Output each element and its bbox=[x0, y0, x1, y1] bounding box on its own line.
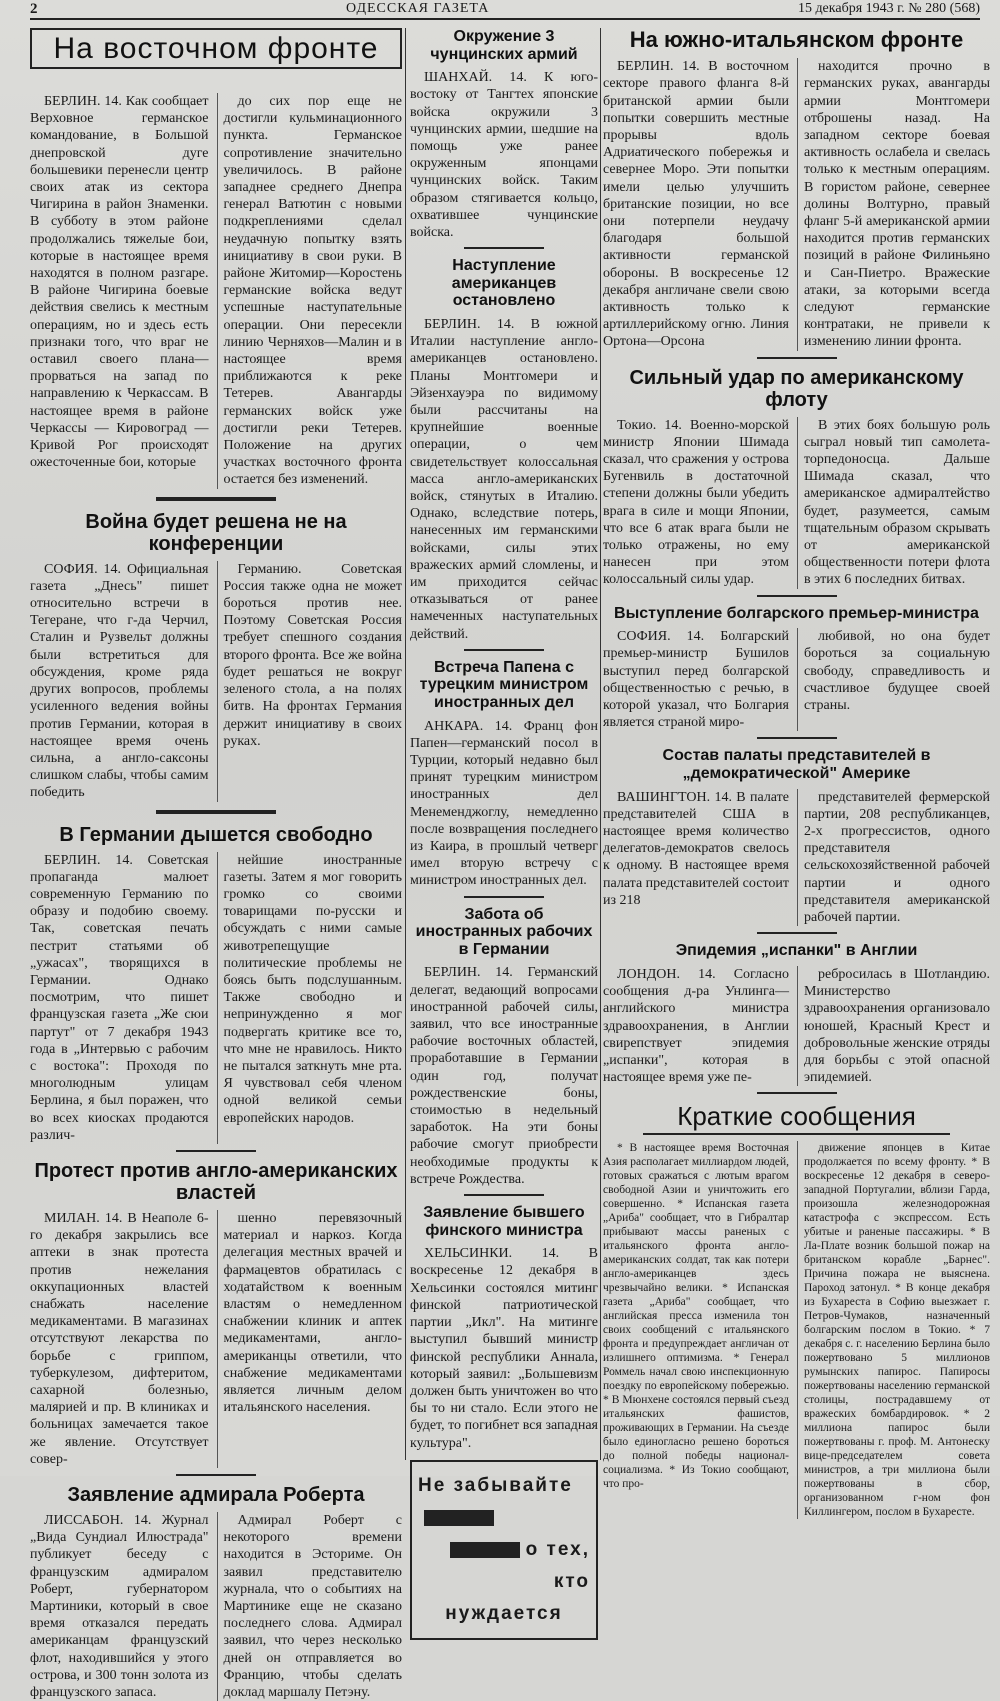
article-headline: Состав палаты представителей в „демократической" Америке bbox=[662, 747, 931, 783]
article-brief-news bbox=[603, 1102, 990, 1519]
article-house-of-reps bbox=[603, 747, 990, 926]
issue-date: 15 декабря 1943 г. № 280 (568) bbox=[797, 1, 980, 16]
notice-line: о тех, кто bbox=[525, 1538, 590, 1592]
newspaper-title: ОДЕССКАЯ ГАЗЕТА bbox=[346, 1, 490, 16]
article-text: * В настоящее время Восточная Азия располагает миллиардом людей, готовых сражаться с лютым врагом свободной Азии и уничтожить его совершенно. * Испанская газета „Ариба" сообщает, что в Гибралтар прибывают массы раненых с итальянского фронта англо-американских солдат, так как потери англо-американцев здесь чрезвычайно велики. * Испанская газета „Ариба" сообщает, что английская пресса изменила тон своих сообщений с итальянского фронта и предупреждает англичан от излишнего оптимизма. * Генерал Роммель начал свою инспекционную поездку по европейскому побережью. * В Мюнхене состоялся первый съезд итальянских фашистов, проживающих в Германии. На съезде было единогласно решено бороться до полной победы национал-социализма. * Из Токио сообщают, что про- bbox=[603, 1141, 789, 1490]
article-text: представителей фермерской партии, 208 республиканцев, 2-х прогрессистов, одного представителя сельскохозяйственной рабочей партии и одного представителя американской рабочей партии. bbox=[804, 789, 990, 926]
article-text: движение японцев в Китае продолжается по всему фронту. * В воскресенье 12 декабря в северо-западной Португалии, вблизи Гарда, произошла железнодорожная катастрофа с экспрессом. Есть убитые и раненые пассажиры. * В Ла-Плате возник большой пожар на британском корабле „Барнес". Причина пожара не выяснена. Пароход затонул. * В конце декабря из Бухареста в Софию выезжает г. Петров-Чумаков, назначенный болгарским послом в Токио. * 7 декабря с. г. населению Берлина было пожертвовано 5 миллионов румынских папирос. Папиросы пожертвованы населению германской столицы, пострадавшему от вражеских бомбардировок. * 2 миллиона папирос были пожертвованы г. проф. М. Антонеску вице-председателем совета министров, а три миллиона были пожертвованы в сбор, организованном г-ном фон Киллингером, послом в Бухаресте. bbox=[804, 1141, 990, 1518]
article-headline: Заявление адмирала Роберта bbox=[67, 1484, 365, 1507]
masthead bbox=[30, 0, 980, 20]
charity-notice bbox=[410, 1460, 598, 1640]
article-us-fleet bbox=[603, 367, 990, 589]
page-number: 2 bbox=[30, 0, 38, 17]
separator-rule bbox=[176, 1150, 256, 1152]
article-headline: На восточном фронте bbox=[30, 28, 402, 69]
article-headline: В Германии дышется свободно bbox=[59, 823, 373, 846]
separator-rule bbox=[156, 810, 276, 814]
article-text: СОФИЯ. 14. Болгарский премьер-министр Бушилов выступил перед болгарской общественностью с речью, в которой указал, что Болгария является страной миро- bbox=[603, 629, 789, 731]
article-text: БЕРЛИН. 14. Советская пропаганда малюет современную Германию по образу и подобию своему. Так, советская печать пестрит статьями об „ужасах", творящихся в Германии. Однако посмотрим, что пишет французская газета „Же сюи партут" от 7 декабря 1943 года в „Интервью с рабочим с востока": Проходя по многолюдным улицам Берлина, я был поражен, что во всех киосках продаются различ- bbox=[30, 852, 209, 1143]
article-text: СОФИЯ. 14. Официальная газета „Днесь" пишет относительно встречи в Тегеране, что г-да Черчил, Сталин и Рузвельт должны были встретиться для обсуждения, кроме ряда других вопросов, проблемы усиленного ведения войны против Германии, которая в настоящее время очень сильна, а англо-саксоны слишком слабы, чтобы самим победить bbox=[30, 561, 209, 801]
separator-rule bbox=[757, 737, 837, 739]
separator-rule bbox=[176, 1474, 256, 1476]
article-headline: Наступление американцев остановлено bbox=[451, 257, 557, 310]
article-text: ребросилась в Шотландию. Министерство здравоохранения организовало юношей, Красный Крест и добровольные женские отряды для борьбы с этой опасной эпидемией. bbox=[804, 966, 990, 1086]
separator-rule bbox=[757, 357, 837, 359]
article-text: Адмирал Роберт с некоторого времени находится в Эсториме. Он заявил представителю журнала, что о событиях на Мартинике еще не сказано последнего слова. Адмирал заявил, что через несколько дней он отправляется во Францию, чтобы сделать доклад маршалу Петэну. bbox=[223, 1513, 402, 1701]
article-text: находится прочно в германских руках, авангарды армии Монтгомери отброшены назад. На западном секторе боевая активность ослабела и свелась только к местным операциям. В гористом районе, севернее долины Волтурно, правый фланг 5-й американской армии находится против германских позиций в районе Филиньяно и Сан-Пиетро. Вражеские атаки, за которыми всегда следуют германские контратаки, не привели к изменению линии фронта. bbox=[804, 59, 990, 350]
article-papen bbox=[410, 659, 598, 890]
article-headline: На южно-итальянском фронте bbox=[629, 27, 964, 52]
article-germany-free bbox=[30, 824, 402, 1144]
article-headline: Сильный удар по американскому флоту bbox=[629, 366, 964, 411]
article-text: АНКАРА. 14. Франц фон Папен—германский посол в Турции, который недавно был принят турецким министром иностранных дел Менеменджоглу, немедленно после возвращения последнего из Каира, в прошлый четверг имел вторую встречу с министром иностранных дел. bbox=[410, 718, 598, 889]
article-text: В этих боях большую роль сыграл новый тип самолета-торпедоносца. Дальше Шимада сказал, что американское адмиралтейство будет, разумеется, самым тщательным образом скрывать от американской общественности потери флота в этих 6 последних битвах. bbox=[804, 417, 990, 588]
article-headline: Протест против англо-американских властей bbox=[34, 1159, 398, 1204]
separator-rule bbox=[464, 1194, 544, 1196]
article-text: БЕРЛИН. 14. Германский делегат, ведающий вопросами иностранной рабочей силы, заявил, что все иностранные рабочие восточных областей, проработавшие в Германии один год, получат рождественские боны, стоимостью в недельный заработок. На эти боны рабочие смогут приобрести необходимые продукты к встрече Рождества. bbox=[410, 965, 598, 1187]
article-chungking bbox=[410, 28, 598, 241]
article-headline: Встреча Папена с турецким министром иностранных дел bbox=[419, 658, 589, 712]
article-headline: Эпидемия „испанки" в Англии bbox=[675, 942, 918, 960]
separator-rule bbox=[757, 1092, 837, 1094]
separator-rule bbox=[464, 896, 544, 898]
article-text: БЕРЛИН. 14. В восточном секторе правого фланга 8-й британской армии были попытки совершить местные прорывы вдоль Адриатического побережья и севернее Моро. Эти попытки имели целью улучшить британские позиции, но все они потерпели неудачу благодаря большой активности германской обороны. В воскресенье 12 декабря англичане свели свою активность только к артиллерийскому огню. Линия Ортона—Орсона bbox=[603, 59, 789, 350]
article-text: Токио. 14. Военно-морской министр Японии Шимада сказал, что сражения у острова Бугенвиль в достаточной степени должны были убедить врага в силе и мощи Японии, что все 6 атак врага были не только отражены, но ему нанесен при этом колоссальный силы удар. bbox=[603, 417, 789, 588]
article-headline: Забота об иностранных рабочих в Германии bbox=[415, 905, 593, 958]
article-flu-epidemic bbox=[603, 942, 990, 1086]
article-italian-front bbox=[603, 28, 990, 351]
separator-rule bbox=[757, 932, 837, 934]
article-headline: Краткие сообщения bbox=[643, 1102, 950, 1135]
article-text: нейшие иностранные газеты. Затем я мог говорить громко со своими товарищами по-русски и обсуждать с ними самые животрепещущие политические проблемы не боясь быть подслушанным. Также свободно и непринужденно я мог подвергать критике все то, что мне не нравилось. Никто не пытался заткнуть мне рта. Я чувствовал себя членом одной великой семьи европейских народов. bbox=[223, 852, 402, 1126]
article-admiral-robert bbox=[30, 1484, 402, 1701]
article-text: ШАНХАЙ. 14. К юго-востоку от Тангтех японские войска окружили 3 чунцинских армии, шедшие на помощь уже ранее окруженным японцами чунцинских войск. Таким образом стягивается кольцо, охватившее чунцинские войска. bbox=[410, 70, 598, 241]
article-text: любивой, но она будет бороться за социальную свободу, справедливость и счастливое будущее своей страны. bbox=[804, 629, 990, 714]
notice-line: Не забывайте bbox=[418, 1474, 573, 1496]
article-text: Германию. Советская Россия также одна не может бороться против нее. Поэтому Советская Россия требует спешного создания второго фронта. Все же война будет решаться не вокруг зеленого стола, а на полях битв. На фронтах Германия держит инициативу в своих руках. bbox=[223, 561, 403, 749]
separator-rule bbox=[464, 247, 544, 249]
article-text: ВАШИНГТОН. 14. В палате представителей США в настоящее время количество делегатов-демократов свелось к одному. В настоящее время палата представителей состоит из 218 bbox=[603, 789, 789, 908]
separator-rule bbox=[464, 649, 544, 651]
article-text: МИЛАН. 14. В Неаполе 6-го декабря закрылись все аптеки в знак протеста против нежелания оккупационных властей снабжать население медикаментами. В магазинах отсутствуют лекарства по борьбе с гриппом, туберкулезом, дифтеритом, сахарной болезнью, малярией и пр. В клиниках и больницах замечается такое же явление. Отсутствует совер- bbox=[30, 1210, 209, 1467]
separator-rule bbox=[156, 497, 276, 501]
column-right bbox=[603, 27, 990, 1518]
article-conference bbox=[30, 511, 402, 802]
article-foreign-workers bbox=[410, 906, 598, 1188]
article-text: БЕРЛИН. 14. В южной Италии наступление англо-американцев остановлено. Планы Монтгомери и Эйзенхауэра по видимому были рассчитаны на крупнейшие военные операции, о чем свидетельствует колоссальная масса англо-американских войск, стянутых в Италию. Однако, вследствие потерь, нанесенных им германскими войсками, силы этих вражеских армий сломлены, и им приходится сейчас отказываться от ранее намеченных наступательных действий. bbox=[410, 317, 598, 642]
article-bulgarian-pm bbox=[603, 605, 990, 732]
article-protest bbox=[30, 1160, 402, 1468]
article-text: шенно перевязочный материал и наркоз. Когда делегация местных врачей и фармацевтов обратилась с ходатайством к военным властям о немедленном снабжении клиник и аптек медикаментами, англо-американцы ответили, что снабжение медикаментами является личным делом итальянского населения. bbox=[223, 1210, 402, 1416]
article-text: ЛОНДОН. 14. Согласно сообщения д-ра Унлинга—английского министра здравоохранения, в Англии свирепствует эпидемия „испанки", которая в настоящее время уже пе- bbox=[603, 966, 789, 1086]
notice-line: нуждается bbox=[445, 1602, 563, 1624]
article-headline: Окружение 3 чунцинских армий bbox=[430, 28, 578, 63]
column-left bbox=[30, 28, 403, 1701]
separator-rule bbox=[757, 595, 837, 597]
article-text: БЕРЛИН. 14. Как сообщает Верховное германское командование, в Большой днепровской дуге большевики перенесли центр своих атак из сектора Чигирина в район Знаменки. В субботу в этом районе продолжались тяжелые бои, которые в настоящее время находятся в полном разгаре. В районе Чигирина боевые действия свелись к местным операциям, но и здесь есть признаки того, что враг не оставил своего плана—прорваться на запад по направлению к Черкассам. В настоящее время в районе Черкассы — Кировоград — Кривой Рог происходят ожесточенные бои, которые bbox=[30, 94, 209, 471]
column-middle bbox=[410, 28, 598, 1624]
column-divider bbox=[600, 28, 601, 1460]
column-divider bbox=[405, 28, 406, 1460]
article-headline: Заявление бывшего финского министра bbox=[423, 1204, 585, 1239]
article-finnish-minister bbox=[410, 1204, 598, 1452]
article-text: ЛИССАБОН. 14. Журнал „Вида Сундиал Илюстрада" публикует беседу с французским адмиралом Роберт, губернатором Мартиники, который в свое время отказался передать американцам французский флот, находившийся у этого острова, и 300 тонн золота из французского запаса. bbox=[30, 1513, 209, 1701]
article-offensive-stopped bbox=[410, 257, 598, 643]
article-eastern-front bbox=[30, 28, 402, 489]
article-text: до сих пор еще не достигли кульминационного пункта. Германское сопротивление значительно увеличилось. В районе западнее среднего Днепра генерал Ватютин с новыми подкреплениями сделал неудачную попытку взять инициативу в свои руки. В районе Житомир—Коростень германские войска ведут успешные наступательные операции. Они пересекли линию Черняхов—Малин и в настоящее время приближаются к реке Тетерев. Авангарды германских войск уже достигли реки Тетерев. Положение на других участках восточного фронта остается без изменений. bbox=[223, 94, 402, 488]
article-text: ХЕЛЬСИНКИ. 14. В воскресенье 12 декабря в Хельсинки состоялся митинг финской патриотической партии „Икл". На митинге выступил бывший министр финской республики Анналa, который заявил: „Большевизм должен быть уничтожен во что бы то ни стало. Если этого не будет, то погибнет вся западная культура". bbox=[410, 1246, 598, 1451]
article-headline: Война будет решена не на конференции bbox=[85, 510, 347, 555]
article-headline: Выступление болгарского премьер-министра bbox=[614, 604, 979, 622]
